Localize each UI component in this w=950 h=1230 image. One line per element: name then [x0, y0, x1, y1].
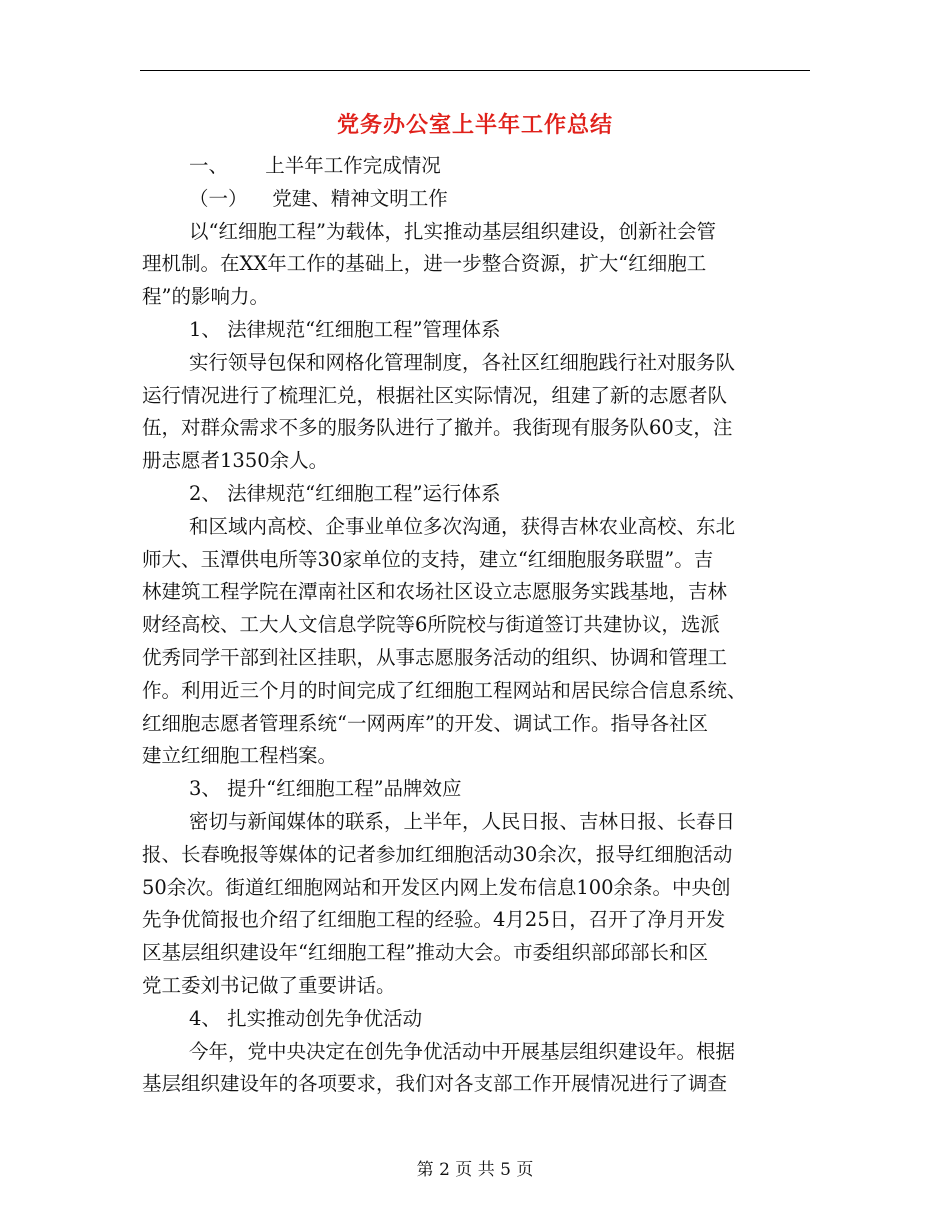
document-title: 党务办公室上半年工作总结 — [336, 112, 613, 138]
paragraph-line: 密切与新闻媒体的联系，上半年，人民日报、吉林日报、长春日 — [189, 809, 736, 833]
section-3-paragraph — [142, 806, 810, 1003]
paragraph-line: 师大、玉潭供电所等30家单位的支持，建立“红细胞服务联盟”。吉 — [142, 547, 714, 571]
paragraph-line: 50余次。街道红细胞网站和开发区内网上发布信息100余条。中央创 — [142, 875, 731, 899]
section-1-paragraph — [142, 347, 810, 478]
paragraph-line: 伍，对群众需求不多的服务队进行了撤并。我街现有服务队60支，注 — [142, 416, 733, 440]
paragraph-line: 优秀同学干部到社区挂职，从事志愿服务活动的组织、协调和管理工 — [142, 645, 728, 669]
heading-level-1: 一、 上半年工作完成情况 — [189, 154, 441, 177]
paragraph-line: 和区域内高校、企事业单位多次沟通，获得吉林农业高校、东北 — [189, 514, 736, 538]
paragraph-line: 程”的影响力。 — [142, 285, 269, 309]
paragraph-line: 先争优简报也介绍了红细胞工程的经验。4月25日，召开了净月开发 — [142, 908, 726, 932]
paragraph-line: 报、长春晚报等媒体的记者参加红细胞活动30余次，报导红细胞活动 — [142, 842, 733, 866]
intro-paragraph — [142, 216, 810, 314]
paragraph-line: 册志愿者1350余人。 — [142, 449, 329, 473]
paragraph-line: 红细胞志愿者管理系统“一网两库”的开发、调试工作。指导各社区 — [142, 711, 708, 735]
section-1-heading: 1、 法律规范“红细胞工程”管理体系 — [189, 317, 501, 341]
paragraph-line: 作。利用近三个月的时间完成了红细胞工程网站和居民综合信息系统、 — [142, 678, 747, 702]
heading-level-2: （一） 党建、精神文明工作 — [189, 186, 448, 210]
paragraph-line: 党工委刘书记做了重要讲话。 — [142, 973, 396, 997]
section-2-paragraph — [142, 511, 810, 773]
section-3-heading: 3、 提升“红细胞工程”品牌效应 — [189, 777, 462, 801]
paragraph-line: 运行情况进行了梳理汇兑，根据社区实际情况，组建了新的志愿者队 — [142, 383, 728, 407]
paragraph-line: 林建筑工程学院在潭南社区和农场社区设立志愿服务实践基地，吉林 — [142, 580, 728, 604]
paragraph-line: 实行领导包保和网格化管理制度，各社区红细胞践行社对服务队 — [189, 350, 736, 374]
document-body — [142, 150, 810, 1101]
paragraph-line: 基层组织建设年的各项要求，我们对各支部工作开展情况进行了调查 — [142, 1072, 728, 1096]
page-number-footer: 第 2 页 共 5 页 — [416, 1160, 534, 1180]
section-2-heading: 2、 法律规范“红细胞工程”运行体系 — [189, 481, 501, 505]
paragraph-line: 以“红细胞工程”为载体，扎实推动基层组织建设，创新社会管 — [189, 219, 716, 243]
header-rule — [140, 70, 810, 71]
paragraph-line: 建立红细胞工程档案。 — [142, 744, 338, 768]
paragraph-line: 今年，党中央决定在创先争优活动中开展基层组织建设年。根据 — [189, 1039, 736, 1063]
section-4-heading: 4、 扎实推动创先争优活动 — [189, 1006, 423, 1030]
paragraph-line: 财经高校、工大人文信息学院等6所院校与街道签订共建协议，选派 — [142, 613, 720, 637]
section-4-paragraph — [142, 1036, 810, 1102]
paragraph-line: 区基层组织建设年“红细胞工程”推动大会。市委组织部邱部长和区 — [142, 941, 708, 965]
paragraph-line: 理机制。在XX年工作的基础上，进一步整合资源，扩大“红细胞工 — [142, 252, 707, 276]
